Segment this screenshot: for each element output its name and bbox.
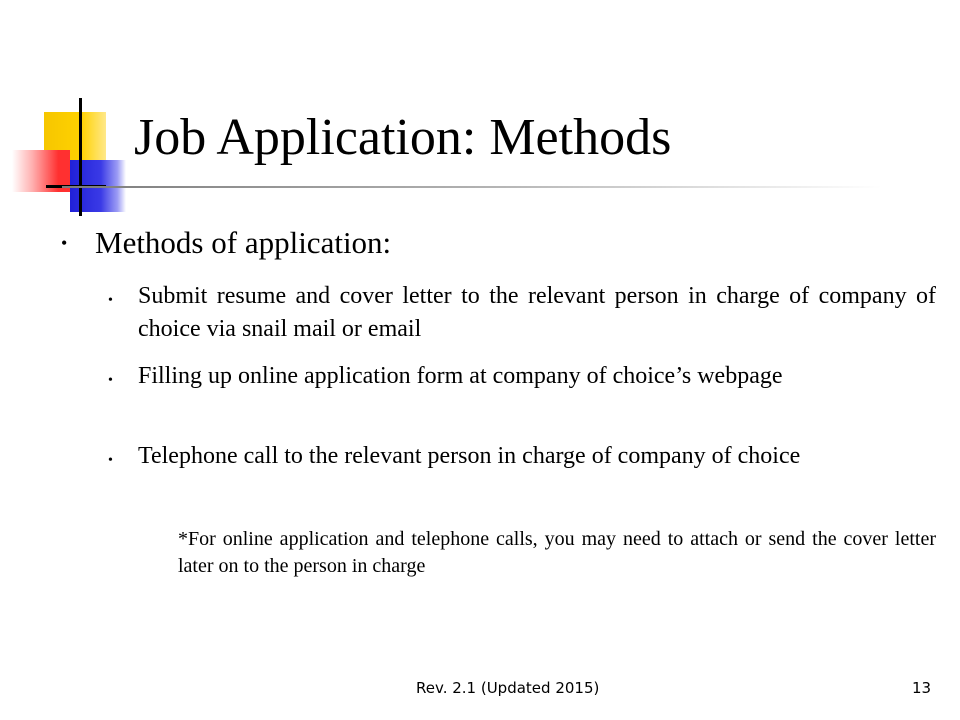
title-underline (62, 186, 882, 188)
section-heading: Methods of application: (95, 225, 392, 260)
list-item: Submit resume and cover letter to the relevant person in charge of company of choice via snail mail or email (138, 283, 936, 342)
list-item: Filling up online application form at company of choice’s webpage (138, 363, 783, 389)
bullet-icon: • (61, 233, 68, 253)
bullet-icon: • (108, 373, 113, 388)
slide-title: Job Application: Methods (134, 109, 672, 166)
bullet-icon: • (108, 453, 113, 468)
vertical-line-shape (79, 98, 82, 216)
footnote-text: *For online application and telephone calls, you may need to attach or send the cover letter later on to the person in charge (178, 528, 936, 577)
page-number: 13 (912, 679, 932, 697)
list-item: Telephone call to the relevant person in charge of company of choice (138, 443, 801, 469)
bullet-icon: • (108, 293, 113, 308)
footer-revision: Rev. 2.1 (Updated 2015) (416, 679, 600, 697)
